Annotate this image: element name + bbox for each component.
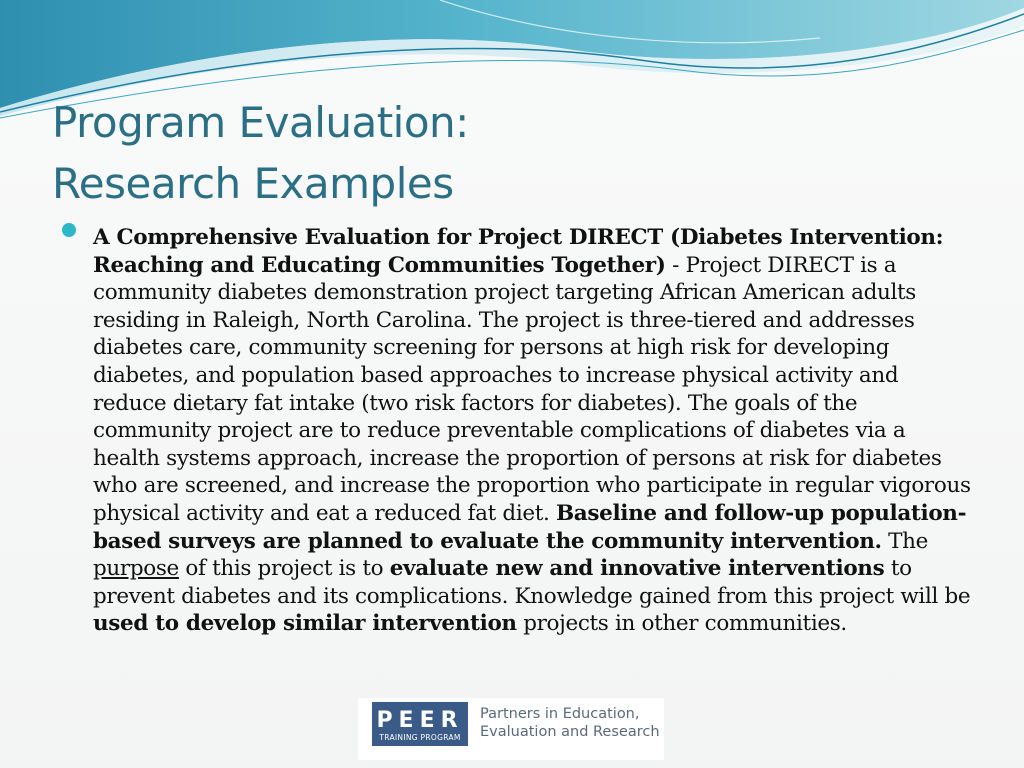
bullet-text-of-project: of this project is to: [178, 556, 390, 582]
bullet-bold-evaluate: evaluate new and innovative interventions: [389, 556, 885, 582]
peer-logo: [358, 698, 664, 760]
peer-logo-subtitle: TRAINING PROGRAM: [379, 733, 461, 742]
peer-logo-mark: PEER: [376, 708, 464, 733]
slide-title: [52, 92, 469, 214]
peer-logo-text-line-1: Partners in Education,: [480, 706, 640, 722]
bullet-text-the: The: [881, 528, 928, 554]
bullet-heading: A Comprehensive Evaluation for Project DIRECT (Diabetes Intervention: Reaching and Educating Communities Together): [93, 225, 944, 278]
bullet-text-intro: - Project DIRECT is a community diabetes demonstration project targeting African American adults residing in Raleigh, North Carolina. The project is three-tiered and addresses diabetes care, community screening for persons at high risk for developing diabetes, and population based approaches to increase physical activity and reduce dietary fat intake (two risk factors for diabetes). The goals of the community project are to reduce preventable complications of diabetes via a health systems approach, increase the proportion of persons at risk for diabetes who are screened, and increase the proportion who participate in regular vigorous physical activity and eat a reduced fat diet.: [93, 252, 971, 526]
peer-logo-badge: [372, 702, 468, 746]
bullet-dot-icon: [62, 223, 76, 237]
bullet-bold-baseline: Baseline and follow-up population-based surveys are planned to evaluate the community intervention.: [93, 500, 967, 554]
title-line-1: Program Evaluation:: [52, 98, 469, 147]
bullet-bold-used: used to develop similar intervention: [93, 611, 517, 637]
bullet-text-prevent: to prevent diabetes and its complications. Knowledge gained from this project will be: [93, 556, 971, 609]
bullet-paragraph: [93, 224, 973, 638]
peer-logo-text-line-2: Evaluation and Research: [480, 724, 660, 740]
title-line-2: Research Examples: [52, 159, 454, 208]
bullet-text-tail: projects in other communities.: [516, 611, 847, 637]
bullet-purpose-underlined: purpose: [93, 556, 179, 582]
